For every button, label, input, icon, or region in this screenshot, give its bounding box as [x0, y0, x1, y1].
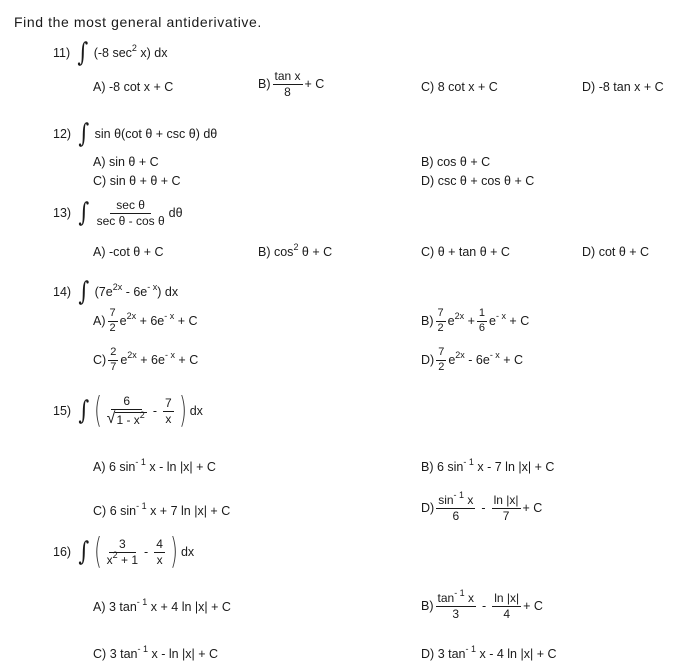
fraction: 6 √ $1 - x^2$: [106, 394, 145, 428]
q11-option-a[interactable]: A) -8 cot x + C: [93, 80, 174, 94]
q12-option-c[interactable]: C) sin θ + θ + C: [93, 174, 181, 188]
question-number: 12): [53, 126, 72, 141]
q15-option-b[interactable]: B) 6 $\sin^{- 1} x - 7$ ln |x| + C: [421, 457, 555, 474]
q15-option-d[interactable]: D) $\frac{\sin^{- 1} x}{6}$ - $\frac{\ln |x|}{7}$ + C: [421, 490, 543, 523]
q11-option-c[interactable]: C) 8 cot x + C: [421, 80, 498, 94]
question-15: 15) ∫ ( 6 √ $1 - x^2$ - $\frac{7}{x}$ ) dx: [53, 390, 203, 431]
question-14: [53, 279, 178, 305]
integrand: (-8 $\sec^2 x$) dx: [93, 42, 168, 60]
question-number: 16): [53, 544, 72, 559]
fraction: $\frac{\ln |x|}{4}$: [494, 591, 520, 621]
right-paren: ): [170, 531, 178, 572]
fraction: $\frac{\ln |x|}{7}$: [493, 493, 519, 523]
fraction: $\frac{7}{2}$: [109, 307, 116, 334]
fraction: $\frac{7}{2}$: [437, 307, 444, 334]
integral-sign-icon: ∫: [77, 38, 89, 68]
q15-option-a[interactable]: A) 6 $\sin^{- 1} x - \ln |x| + C$: [93, 457, 216, 474]
q16-option-b[interactable]: B) $\frac{\tan^{- 1} x}{3}$ - $\frac{\ln |x|}{4}$ + C: [421, 588, 543, 621]
q12-option-b[interactable]: B) cos θ + C: [421, 155, 491, 169]
right-paren: ): [178, 390, 187, 431]
q13-option-b[interactable]: B) $\cos^2 \theta + C$: [258, 242, 333, 259]
left-paren: (: [93, 531, 102, 572]
fraction: $\frac{3}{x^2 + 1}$: [106, 536, 139, 567]
fraction: $\frac{\sin^{- 1} x}{6}$: [438, 490, 474, 523]
q13-option-a[interactable]: A) -cot θ + C: [93, 245, 164, 259]
instruction-heading: Find the most general antiderivative.: [14, 14, 262, 30]
integral-sign-icon: ∫: [78, 277, 90, 307]
question-12: [53, 121, 217, 147]
question-number: 15): [53, 403, 72, 418]
q13-option-c[interactable]: C) θ + tan θ + C: [421, 245, 510, 259]
q14-option-b[interactable]: B) $\frac{7}{2}$ $e^{2x}$ + $\frac{1}{6}$ $e^{- x} + C$: [421, 307, 530, 334]
q13-option-d[interactable]: D) cot θ + C: [582, 245, 650, 259]
q14-option-c[interactable]: C) $\frac{2}{7}$ $e^{2x} + 6e^{- x} + C$: [93, 346, 199, 373]
fraction: $\frac{\text{sec θ}}{\text{sec θ - cos θ}}$: [96, 198, 165, 228]
fraction: $\frac{1}{6}$: [478, 307, 485, 334]
question-number: 14): [53, 284, 72, 299]
fraction: $\frac{7}{x}$: [164, 395, 172, 426]
question-11: [53, 40, 167, 66]
q11-option-b[interactable]: B) $\frac{\text{tan x}}{8}$ + C: [258, 69, 325, 99]
q11-option-d[interactable]: D) -8 tan x + C: [582, 80, 664, 94]
q14-option-a[interactable]: A) $\frac{7}{2}$ $e^{2x} + 6e^{- x} + C$: [93, 307, 198, 334]
q14-option-d[interactable]: D) $\frac{7}{2}$ $e^{2x} - 6e^{- x} + C$: [421, 346, 524, 373]
integrand: sin θ(cot θ + csc θ) dθ: [94, 126, 218, 141]
fraction: $\frac{4}{x}$: [156, 536, 163, 567]
integral-sign-icon: ∫: [78, 198, 90, 229]
q16-option-d[interactable]: D) 3 $\tan^{- 1} x - 4$ ln |x| + C: [421, 644, 557, 661]
question-number: 13): [53, 205, 72, 220]
question-13: 13) ∫ $\frac{\text{sec θ}}{\text{sec θ - cos θ}}$ dθ: [53, 198, 183, 229]
square-root: √ $1 - x^2$: [106, 409, 145, 428]
fraction: $\frac{\text{tan x}}{8}$: [274, 69, 301, 99]
q12-option-a[interactable]: A) sin θ + C: [93, 155, 159, 169]
integral-sign-icon: ∫: [78, 537, 90, 567]
fraction: $\frac{\tan^{- 1} x}{3}$: [437, 588, 475, 621]
fraction: $\frac{2}{7}$: [110, 346, 117, 373]
question-16: 16) ∫ ( $\frac{3}{x^2 + 1}$ - $\frac{4}{x}$ ) dx: [53, 531, 195, 572]
integral-sign-icon: ∫: [78, 396, 90, 426]
integrand: $(7e^{2x} - 6e^{- x})$ dx: [94, 281, 179, 299]
left-paren: (: [93, 390, 102, 431]
integral-sign-icon: ∫: [78, 119, 90, 149]
q16-option-c[interactable]: C) 3 $\tan^{- 1} x - \ln |x| + C$: [93, 644, 219, 661]
q16-option-a[interactable]: A) 3 $\tan^{- 1} x + 4$ ln |x| + C: [93, 597, 231, 614]
q15-option-c[interactable]: C) 6 $\sin^{- 1} x + 7$ ln |x| + C: [93, 501, 231, 518]
q12-option-d[interactable]: D) csc θ + cos θ + C: [421, 174, 535, 188]
fraction: $\frac{7}{2}$: [438, 346, 445, 373]
question-number: 11): [53, 45, 71, 60]
